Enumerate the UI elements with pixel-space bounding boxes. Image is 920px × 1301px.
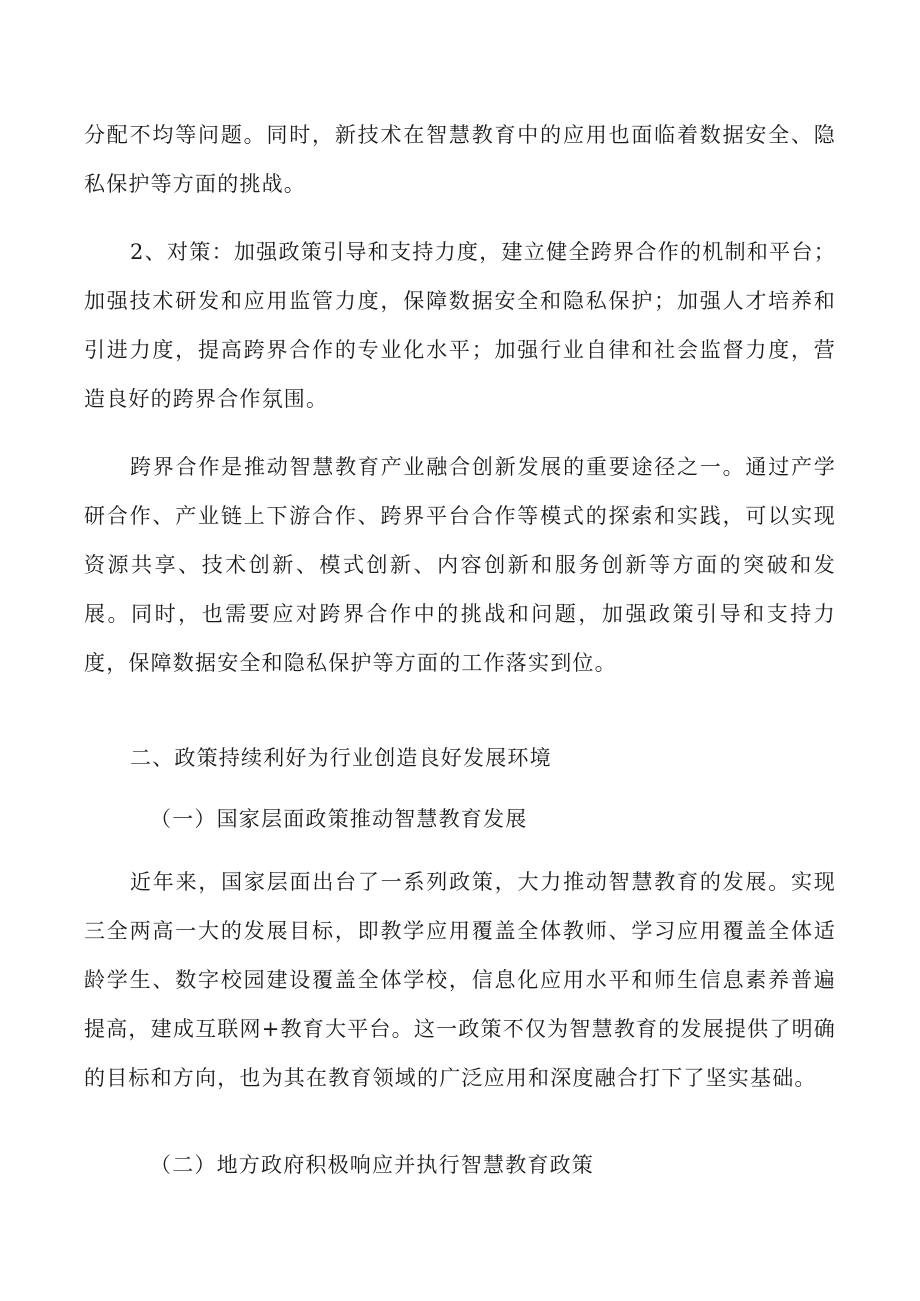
paragraph-countermeasures: 2、对策：加强政策引导和支持力度，建立健全跨界合作的机制和平台；加强技术研发和应用监管力度，保障数据安全和隐私保护；加强人才培养和引进力度，提高跨界合作的专业化水平；加强行业自律和社会监督力度，营造良好的跨界合作氛围。 bbox=[84, 240, 836, 411]
paragraph-cross-border-summary: 跨界合作是推动智慧教育产业融合创新发展的重要途径之一。通过产学研合作、产业链上下游合作、跨界平台合作等模式的探索和实践，可以实现资源共享、技术创新、模式创新、内容创新和服务创新等方面的突破和发展。同时，也需要应对跨界合作中的挑战和问题，加强政策引导和支持力度，保障数据安全和隐私保护等方面的工作落实到位。 bbox=[84, 455, 836, 675]
subheading-national-policy: （一）国家层面政策推动智慧教育发展 bbox=[150, 807, 528, 831]
section-heading-policy: 二、政策持续利好为行业创造良好发展环境 bbox=[130, 746, 552, 770]
subheading-local-policy: （二）地方政府积极响应并执行智慧教育政策 bbox=[150, 1153, 594, 1177]
paragraph-challenges-continued: 分配不均等问题。同时，新技术在智慧教育中的应用也面临着数据安全、隐私保护等方面的挑战。 bbox=[84, 123, 836, 196]
paragraph-national-policy: 近年来，国家层面出台了一系列政策，大力推动智慧教育的发展。实现三全两高一大的发展目标，即教学应用覆盖全体教师、学习应用覆盖全体适龄学生、数字校园建设覆盖全体学校，信息化应用水平和师生信息素养普遍提高，建成互联网+教育大平台。这一政策不仅为智慧教育的发展提供了明确的目标和方向，也为其在教育领域的广泛应用和深度融合打下了坚实基础。 bbox=[84, 870, 836, 1090]
